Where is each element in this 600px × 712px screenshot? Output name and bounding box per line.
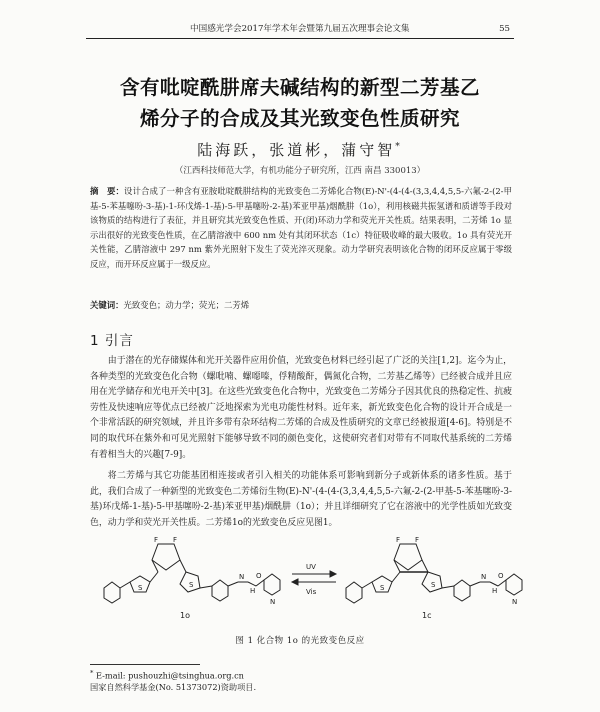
section-number: 1 [90,333,100,349]
compound-label-1c: 1c [422,611,432,620]
body-text [90,354,512,532]
nitrogen-label-3: N [481,573,487,581]
page-number: 55 [499,24,510,34]
affiliation: （江西科技师范大学，有机功能分子研究所，江西 南昌 330013） [174,166,426,176]
reaction-arrows [292,571,336,585]
keywords [90,298,512,312]
paper-title-line-2: 烯分子的合成及其光致变色性质研究 [139,107,460,130]
fluorine-label-1: F [154,536,159,544]
author-list [0,139,600,160]
footnote-email [90,668,256,682]
running-title: 中国感光学会2017年学术年会暨第九届五次理事会论文集 [190,24,410,34]
fluorine-label-3: F [396,536,401,544]
hydrogen-label-1: H [250,587,256,595]
abstract-text: 设计合成了一种含有亚胺吡啶酰肼结构的光致变色二芳烯化合物(E)-N'-(4-(4-(3,3,4,4,5,5-六氟-2-(2-甲基-5-苯基噻吩-3-基)-1-环戊烯-1-基)-5-甲基噻吩-2-基)苯亚甲基)烟酰肼（1o），利用核磁共振氢谱和质谱等手段对该物质的结构进行了表征，并且研究其光致变色性质、开(闭)环动力学和荧光开关性质。结果表明，二芳烯 1o 显示出很好的光致变色性质，在乙腈溶液中 600 nm 处有其闭环状态（1c）特征吸收峰的最大吸收。1o 具有荧光开关性能，乙腈溶液中 297 nm 紫外光照射下发生了荧光淬灭现象。动力学研究表明该化合物的闭环反应属于零级反应，而开环反应属于一级反应。 [90,186,512,269]
phenyl-ring-right [346,582,362,603]
keywords-text: 光致变色；动力学；荧光；二芳烯 [123,300,250,310]
oxygen-label-2: O [498,572,504,580]
running-header [86,22,514,39]
footnote-funding: 国家自然科学基金(No. 51373072)资助项目. [90,681,257,692]
fluorine-label-2: F [173,536,178,544]
fluorine-label-4: F [415,536,420,544]
footnote-mark: * [90,669,94,677]
vis-label: Vis [306,588,317,596]
figure-caption: 图 1 化合物 1o 的光致变色反应 [235,636,365,646]
section-title: 引言 [104,333,134,349]
cyclopentene-right [394,544,422,570]
nitrogen-label-4: N [512,598,518,606]
abstract-label: 摘 要： [90,186,124,196]
benzene-left-mid [212,580,228,601]
paper-title-line-1: 含有吡啶酰肼席夫碱结构的新型二芳基乙 [119,76,480,99]
sulfur-label-3: S [380,584,385,592]
author-names: 陆海跃，张道彬，蒲守智 [197,141,396,159]
paragraph-1: 由于潜在的光存储媒体和光开关器件应用价值，光致变色材料已经引起了广泛的关注[1,2]。迄今为止，各种类型的光致变色化合物（螺吡喃、螺噁嗪，俘精酸酐，偶氮化合物，二芳基乙烯等）已经被合成并且应用在光学储存和光电开关中[3]。在这些光致变色化合物中，光致变色二芳烯分子因其优良的热稳定性、抗疲劳性及快速响应等优点已经被广泛地探索为光电功能性材料。近年来，新光致变色化合物的设计开合成是一个非常活跃的研究领域，并且许多带有杂环结构二芳烯的合成及性质研究的文章已经被报道[4-6]。特别是不同的取代环在紫外和可见光照射下能够导致不同的颜色变化，这使研究者们对带有不同取代基系统的二芳烯有着相当大的兴趣[7-9]。 [90,356,512,460]
footnote-divider [90,664,200,665]
sulfur-label-1: S [138,584,143,592]
section-heading [90,329,134,349]
pyridine-left [264,574,280,595]
reaction-scheme [96,516,528,632]
paragraph-2: 将二芳烯与其它功能基团相连接或者引入相关的功能体系可影响到新分子或新体系的诸多性质。基于此，我们合成了一种新型的光致变色二芳烯衍生物(E)-N'-(4-(4-(3,3,4,4,5,5-六氟-2-(2-甲基-5-苯基噻吩-3-基)环戊烯-1-基)-5-甲基噻吩-2-基)苯亚甲基)烟酰肼（1o）；并且详细研究了它在溶液中的光学性质如光致变色，动力学和荧光开关性质。二芳烯1o的光致变色反应见图1。 [90,471,512,528]
pyridine-right [506,574,522,595]
oxygen-label-1: O [256,572,262,580]
footnotes [90,668,256,693]
corresponding-mark: * [395,142,403,152]
benzene-right-mid [454,580,470,601]
keywords-label: 关键词： [90,300,124,310]
nitrogen-label-2: N [270,598,276,606]
sulfur-label-4: S [431,581,436,589]
abstract [90,184,512,271]
nitrogen-label-1: N [239,573,245,581]
phenyl-ring-left [104,582,120,603]
hydrogen-label-2: H [492,587,498,595]
cyclopentene-left [152,544,180,570]
sulfur-label-2: S [189,581,194,589]
email-address: E-mail: pushouzhi@tsinghua.org.cn [96,670,244,681]
compound-label-1o: 1o [180,611,190,620]
uv-label: UV [306,563,316,571]
